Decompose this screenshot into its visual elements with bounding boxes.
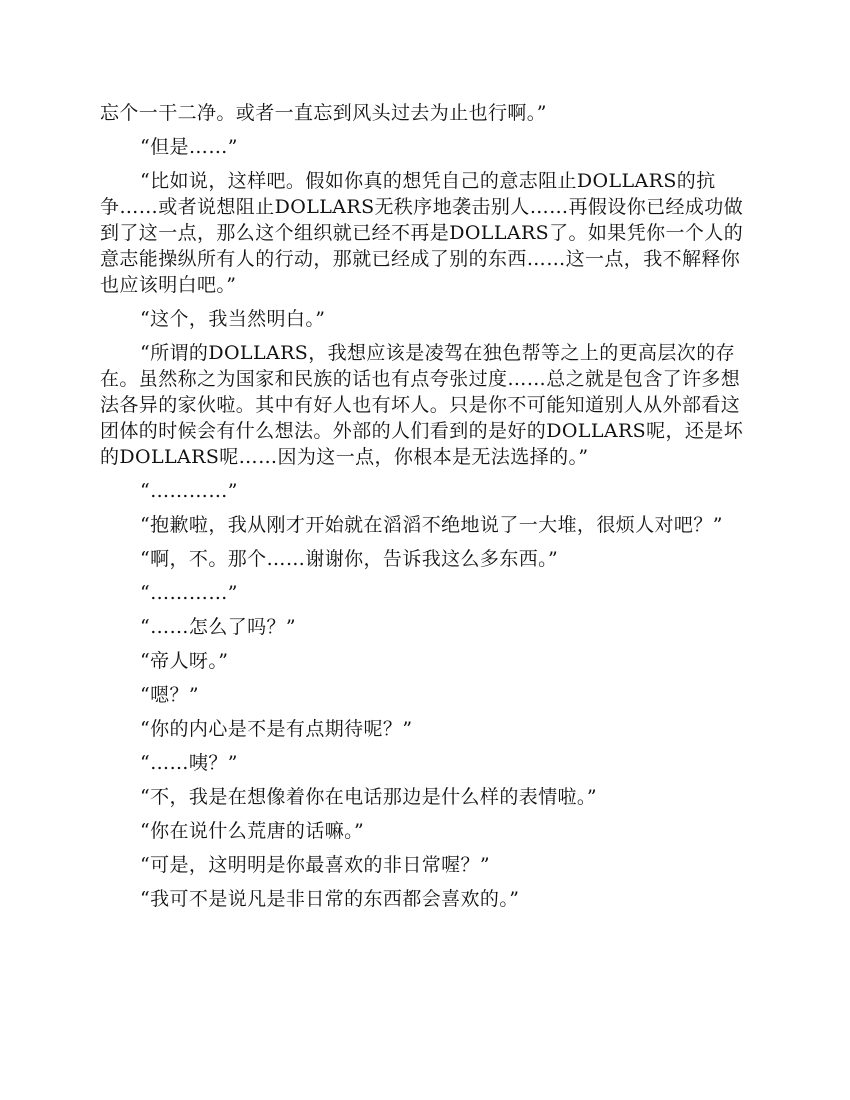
paragraph: “但是……” (140, 136, 238, 158)
paragraph: “…………” (140, 582, 238, 604)
paragraph: “抱歉啦，我从刚才开始就在滔滔不绝地说了一大堆，很烦人对吧？” (140, 514, 723, 536)
document-page (100, 100, 748, 920)
paragraph: “你在说什么荒唐的话嘛。” (140, 820, 365, 842)
paragraph: “不，我是在想像着你在电话那边是什么样的表情啦。” (140, 786, 597, 808)
paragraph: “你的内心是不是有点期待呢？” (140, 718, 413, 740)
paragraph: “……怎么了吗？” (140, 616, 297, 638)
paragraph: “我可不是说凡是非日常的东西都会喜欢的。” (140, 888, 520, 910)
paragraph: “啊，不。那个……谢谢你，告诉我这么多东西。” (140, 548, 559, 570)
paragraph: “…………” (140, 480, 238, 502)
paragraph-continuation: 忘个一干二净。或者一直忘到风头过去为止也行啊。” (100, 102, 547, 124)
paragraph: “所谓的DOLLARS，我想应该是凌驾在独色帮等之上的更高层次的存在。虽然称之为国家和民族的话也有点夸张过度……总之就是包含了许多想法各异的家伙啦。其中有好人也有坏人。只是你不可能知道别人从外部看这团体的时候会有什么想法。外部的人们看到的是好的DOLLARS呢，还是坏的DOLLARS呢……因为这一点，你根本是无法选择的。” (100, 342, 744, 468)
paragraph: “嗯？” (140, 684, 200, 706)
paragraph: “……咦？” (140, 752, 238, 774)
paragraph: “帝人呀。” (140, 650, 229, 672)
paragraph: “比如说，这样吧。假如你真的想凭自己的意志阻止DOLLARS的抗争……或者说想阻止DOLLARS无秩序地袭击别人……再假设你已经成功做到了这一点，那么这个组织就已经不再是DOLLARS了。如果凭你一个人的意志能操纵所有人的行动，那就已经成了别的东西……这一点，我不解释你也应该明白吧。” (100, 170, 744, 296)
paragraph: “可是，这明明是你最喜欢的非日常喔？” (140, 854, 491, 876)
paragraph: “这个，我当然明白。” (140, 308, 326, 330)
